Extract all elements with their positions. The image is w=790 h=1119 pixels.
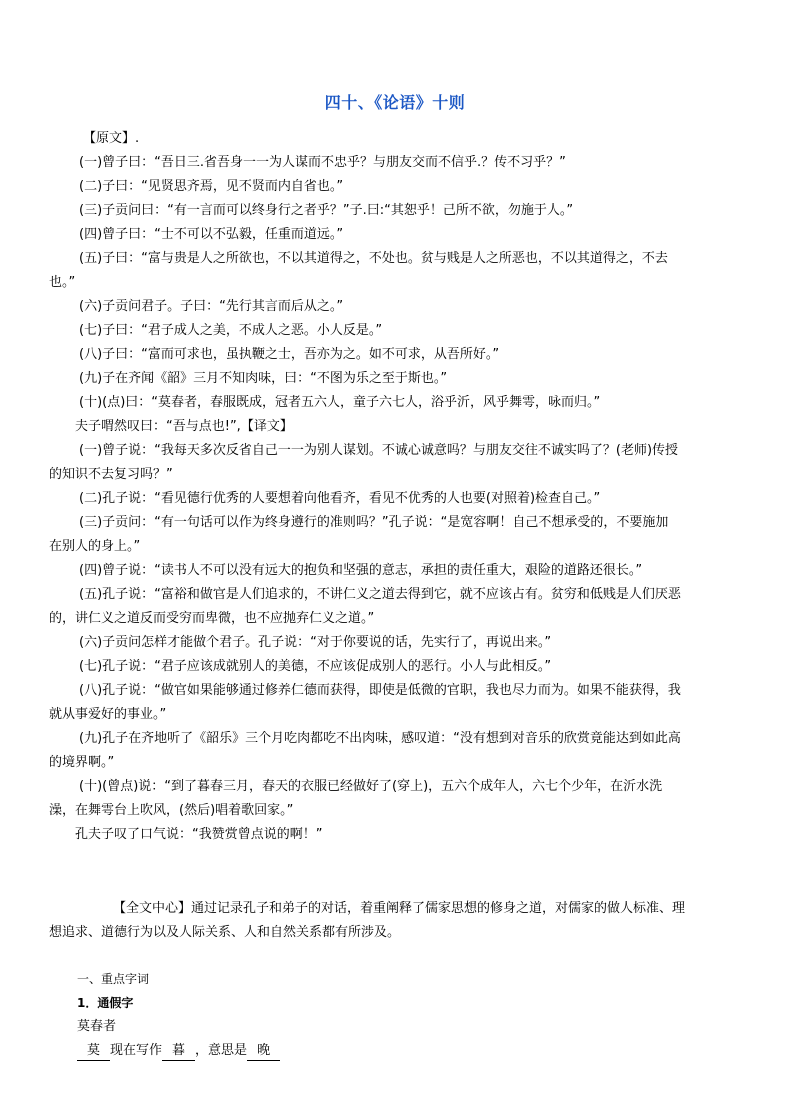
key-words-section xyxy=(77,967,737,1063)
subsection-heading: 1．通假字 xyxy=(77,996,134,1010)
blank-connector-1: 现在写作 xyxy=(110,1043,163,1058)
yuanwen-2: (二)子曰：“见贤思齐焉，见不贤而内自省也。” xyxy=(79,179,344,194)
blank-meaning: 晚 xyxy=(247,1042,280,1061)
yiwen-9-cont: 的境界啊。” xyxy=(49,755,115,770)
yiwen-10: (十)(曾点)说：“到了暮春三月，春天的衣服已经做好了(穿上)，五六个成年人，六七个少年，在沂水洗 xyxy=(79,779,663,794)
yiwen-1-cont: 的知识不去复习吗？” xyxy=(49,467,173,482)
yiwen-2: (二)孔子说：“看见德行优秀的人要想着向他看齐，看见不优秀的人也要(对照着)检查自己。” xyxy=(79,491,601,506)
blank-original: 莫 xyxy=(77,1042,110,1061)
yuanwen-7: (七)子曰：“君子成人之美，不成人之恶。小人反是。” xyxy=(79,323,383,338)
yiwen-9: (九)孔子在齐地听了《韶乐》三个月吃肉都吃不出肉味，感叹道：“没有想到对音乐的欣赏竟能达到如此高 xyxy=(79,731,681,746)
yiwen-7: (七)孔子说：“君子应该成就别人的美德，不应该促成别人的恶行。小人与此相反。” xyxy=(79,659,552,674)
blank-modern: 暮 xyxy=(162,1042,195,1061)
yiwen-6: (六)子贡问怎样才能做个君子。孔子说：“对于你要说的话，先实行了，再说出来。” xyxy=(79,635,552,650)
yuanwen-8: (八)子曰：“富而可求也，虽执鞭之士，吾亦为之。如不可求，从吾所好。” xyxy=(79,347,500,362)
center-line-1: 【全文中心】通过记录孔子和弟子的对话，着重阐释了儒家思想的修身之道，对儒家的做人标准、理 xyxy=(113,901,686,916)
yuanwen-4: (四)曾子曰：“士不可以不弘毅，任重而道远。” xyxy=(79,227,344,242)
center-line-2: 想追求、道德行为以及人际关系、人和自然关系都有所涉及。 xyxy=(49,925,401,940)
yiwen-3: (三)子贡问：“有一句话可以作为终身遵行的准则吗？”孔子说：“是宽容啊！自己不想承受的，不要施加 xyxy=(79,515,669,530)
yiwen-10-cont: 澡，在舞雩台上吹风，(然后)唱着歌回家。” xyxy=(49,803,294,818)
yuanwen-label: 【原文】. xyxy=(83,131,140,146)
text-body xyxy=(49,127,735,847)
yiwen-5: (五)孔子说：“富裕和做官是人们追求的，不讲仁义之道去得到它，就不应该占有。贫穷和低贱是人们厌恶 xyxy=(79,587,681,602)
blank-connector-2: ，意思是 xyxy=(195,1043,248,1058)
fill-blank-line xyxy=(77,1039,737,1063)
yuanwen-10: (十)(点)曰：“莫春者，春服既成，冠者五六人，童子六七人，浴乎沂，风乎舞雩，咏而归。” xyxy=(79,395,601,410)
yuanwen-5-cont: 也。” xyxy=(49,275,76,290)
page-title: 四十、《论语》十则 xyxy=(324,93,466,112)
section-heading: 一、重点字词 xyxy=(77,972,150,986)
yiwen-8: (八)孔子说：“做官如果能够通过修养仁德而获得，即使是低微的官职，我也尽力而为。如果不能获得，我 xyxy=(79,683,681,698)
yuanwen-6: (六)子贡问君子。子曰：“先行其言而后从之。” xyxy=(79,299,344,314)
yiwen-1: (一)曾子说：“我每天多次反省自己一一为别人谋划。不诚心诚意吗？与朋友交往不诚实吗了？(老师)传授 xyxy=(79,443,679,458)
yuanwen-9: (九)子在齐闻《韶》三月不知肉味，曰：“不图为乐之至于斯也。” xyxy=(79,371,448,386)
yiwen-4: (四)曾子说：“读书人不可以没有远大的抱负和坚强的意志，承担的责任重大，艰险的道路还很长。” xyxy=(79,563,643,578)
yuanwen-1: (一)曾子曰：“吾日三.省吾身一一为人谋而不忠乎？与朋友交而不信乎.？传不习乎？” xyxy=(79,155,566,170)
yiwen-8-cont: 就从事爱好的事业。” xyxy=(49,707,167,722)
yiwen-5-cont: 的，讲仁义之道反而受穷而卑微，也不应抛弃仁义之道。” xyxy=(49,611,375,626)
yiwen-3-cont: 在别人的身上。” xyxy=(49,539,141,554)
yiwen-11: 孔夫子叹了口气说：“我赞赏曾点说的啊！” xyxy=(75,827,323,842)
center-section xyxy=(49,897,735,945)
yuanwen-11: 夫子喟然叹曰：“吾与点也!”,【译文】 xyxy=(75,419,293,434)
yuanwen-3: (三)子贡问曰：“有一言而可以终身行之者乎？”子.曰:“其恕乎！己所不欲，勿施于人。” xyxy=(79,203,574,218)
example-word: 莫春者 xyxy=(77,1019,117,1034)
yuanwen-5: (五)子曰：“富与贵是人之所欲也，不以其道得之，不处也。贫与贱是人之所恶也，不以其道得之，不去 xyxy=(79,251,668,266)
